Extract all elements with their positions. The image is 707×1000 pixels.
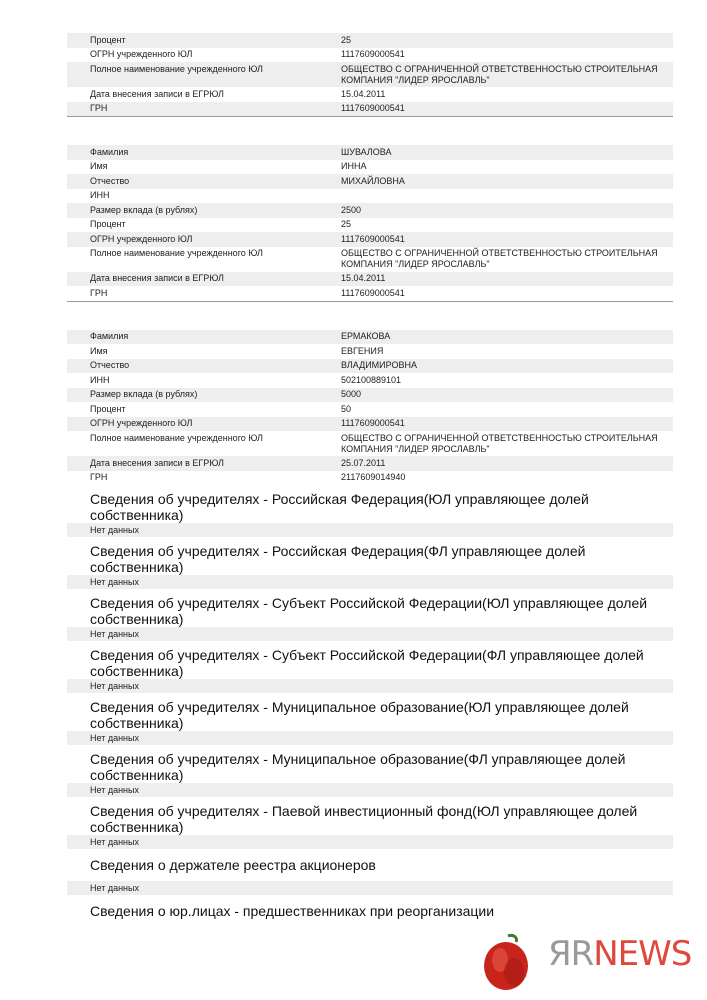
table-row <box>67 203 673 218</box>
table-row <box>67 218 673 233</box>
field-value: ОБЩЕСТВО С ОГРАНИЧЕННОЙ ОТВЕТСТВЕННОСТЬЮ СТРОИТЕЛЬНАЯ КОМПАНИЯ "ЛИДЕР ЯРОСЛАВЛЬ" <box>341 432 658 454</box>
section <box>67 857 673 895</box>
field-value: ЕРМАКОВА <box>341 331 391 341</box>
field-label: Отчество <box>90 360 130 370</box>
field-value: ВЛАДИМИРОВНА <box>341 360 417 370</box>
no-data-note: Нет данных <box>67 627 673 641</box>
field-label: Фамилия <box>90 331 129 341</box>
section-title: Сведения об учредителях - Российская Федерация(ФЛ управляющее долей собственника) <box>90 543 586 575</box>
no-data-note: Нет данных <box>67 731 673 745</box>
section <box>67 491 673 537</box>
no-data-note: Нет данных <box>67 679 673 693</box>
table-row <box>67 102 673 117</box>
section-title: Сведения об учредителях - Паевой инвестиционный фонд(ЮЛ управляющее долей собственника) <box>90 803 638 835</box>
section-title: Сведения об учредителях - Субъект Российской Федерации(ФЛ управляющее долей собственника) <box>90 647 644 679</box>
section-title: Сведения об учредителях - Муниципальное образование(ЮЛ управляющее долей собственника) <box>90 699 629 731</box>
field-label: ОГРН учрежденного ЮЛ <box>90 233 193 244</box>
field-label: ГРН <box>90 287 108 298</box>
table-row <box>67 359 673 374</box>
table-row <box>67 344 673 359</box>
no-data-note: Нет данных <box>67 575 673 589</box>
table-row <box>67 330 673 345</box>
table-row <box>67 431 673 456</box>
field-value: 1117609000541 <box>341 103 405 113</box>
table-row <box>67 388 673 403</box>
section-title-reorganization: Сведения о юр.лицах - предшественниках при реорганизации <box>90 903 495 919</box>
logo-part-yr: ЯR <box>548 934 594 974</box>
field-label: ГРН <box>90 103 108 113</box>
table-row <box>67 48 673 63</box>
sections-list <box>67 491 673 895</box>
section-title: Сведения об учредителях - Субъект Российской Федерации(ЮЛ управляющее долей собственника) <box>90 595 648 627</box>
field-label: ГРН <box>90 472 108 482</box>
no-data-note: Нет данных <box>67 783 673 797</box>
field-label: ИНН <box>90 190 110 200</box>
table-row <box>67 373 673 388</box>
table-row <box>67 417 673 432</box>
field-label: Имя <box>90 161 108 171</box>
section <box>67 595 673 641</box>
field-label: Размер вклада (в рублях) <box>90 389 198 399</box>
field-value: ИННА <box>341 161 367 171</box>
table-row <box>67 62 673 87</box>
founder-block-3 <box>67 330 673 486</box>
field-value <box>341 189 673 192</box>
field-label: Процент <box>90 219 126 229</box>
field-label: Полное наименование учрежденного ЮЛ <box>90 432 263 443</box>
field-label: Дата внесения записи в ЕГРЮЛ <box>90 88 224 99</box>
founder-block-1 <box>67 33 673 117</box>
section-title: Сведения о держателе реестра акционеров <box>90 857 376 873</box>
field-value: 2500 <box>341 204 362 215</box>
field-label: Дата внесения записи в ЕГРЮЛ <box>90 457 224 468</box>
section <box>67 647 673 693</box>
field-value: 25 <box>341 34 352 45</box>
table-row <box>67 145 673 160</box>
field-value: 5000 <box>341 389 362 399</box>
field-value: 1117609000541 <box>341 49 405 59</box>
table-row <box>67 456 673 471</box>
field-label: Процент <box>90 403 126 414</box>
field-label: Дата внесения записи в ЕГРЮЛ <box>90 273 224 283</box>
field-value: 1117609000541 <box>341 418 405 428</box>
table-row <box>67 232 673 247</box>
field-value: МИХАЙЛОВНА <box>341 175 405 186</box>
field-value: 502100889101 <box>341 374 402 385</box>
table-row <box>67 247 673 272</box>
table-row <box>67 286 673 301</box>
field-label: Полное наименование учрежденного ЮЛ <box>90 63 263 74</box>
table-row <box>67 174 673 189</box>
no-data-note: Нет данных <box>67 881 673 895</box>
field-label: ОГРН учрежденного ЮЛ <box>90 418 193 428</box>
field-label: Имя <box>90 345 108 356</box>
section <box>67 803 673 849</box>
table-row <box>67 160 673 175</box>
field-value: 2117609014940 <box>341 472 406 482</box>
field-label: Размер вклада (в рублях) <box>90 204 198 215</box>
section <box>67 543 673 589</box>
section <box>67 699 673 745</box>
founder-block-2 <box>67 145 673 302</box>
field-value: 15.04.2011 <box>341 88 386 99</box>
table-row <box>67 189 673 204</box>
field-value: 15.04.2011 <box>341 273 386 283</box>
no-data-note: Нет данных <box>67 523 673 537</box>
field-label: ИНН <box>90 374 110 385</box>
field-value: ЕВГЕНИЯ <box>341 345 384 356</box>
field-label: Фамилия <box>90 146 129 157</box>
field-value: ОБЩЕСТВО С ОГРАНИЧЕННОЙ ОТВЕТСТВЕННОСТЬЮ СТРОИТЕЛЬНАЯ КОМПАНИЯ "ЛИДЕР ЯРОСЛАВЛЬ" <box>341 248 658 269</box>
yarnews-logo <box>548 934 691 974</box>
table-row <box>67 87 673 102</box>
field-value: 1117609000541 <box>341 287 405 298</box>
table-row <box>67 402 673 417</box>
field-value: ОБЩЕСТВО С ОГРАНИЧЕННОЙ ОТВЕТСТВЕННОСТЬЮ СТРОИТЕЛЬНАЯ КОМПАНИЯ "ЛИДЕР ЯРОСЛАВЛЬ" <box>341 63 658 85</box>
field-label: Отчество <box>90 175 130 186</box>
field-value: 25 <box>341 219 352 229</box>
table-row <box>67 272 673 287</box>
section-title: Сведения об учредителях - Российская Федерация(ЮЛ управляющее долей собственника) <box>90 491 589 523</box>
document-page <box>67 33 673 925</box>
section <box>67 751 673 797</box>
field-value: 25.07.2011 <box>341 457 386 468</box>
field-value: 1117609000541 <box>341 233 405 244</box>
table-row <box>67 471 673 486</box>
field-label: Процент <box>90 34 126 45</box>
no-data-note: Нет данных <box>67 835 673 849</box>
field-value: 50 <box>341 403 352 414</box>
logo-part-news: NEWS <box>593 934 692 974</box>
field-value: ШУВАЛОВА <box>341 146 392 157</box>
field-label: ОГРН учрежденного ЮЛ <box>90 49 193 59</box>
field-label: Полное наименование учрежденного ЮЛ <box>90 248 263 258</box>
section-title: Сведения об учредителях - Муниципальное образование(ФЛ управляющее долей собственника) <box>90 751 626 783</box>
table-row <box>67 33 673 48</box>
